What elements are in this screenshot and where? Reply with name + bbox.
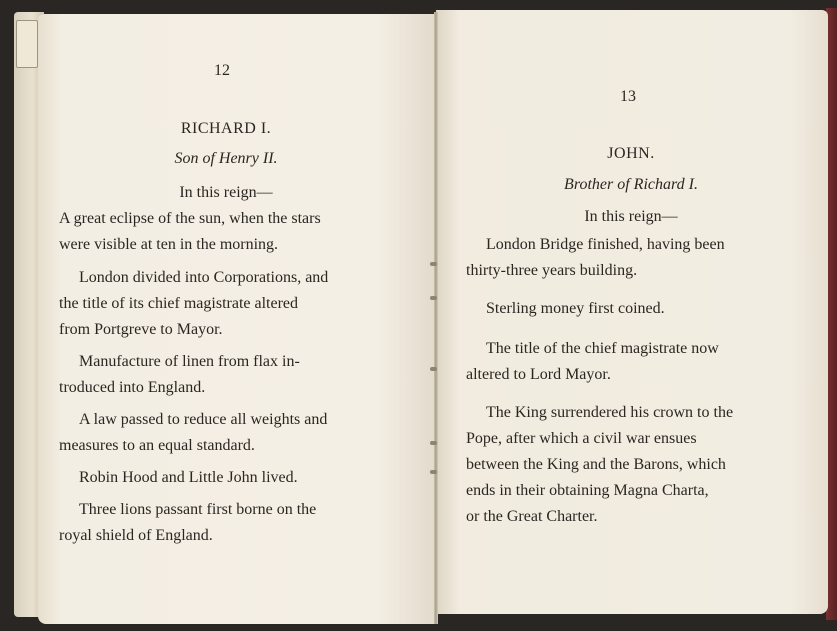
binding-stitch	[430, 441, 437, 445]
left-page-subtitle: Son of Henry II.	[174, 150, 278, 167]
left-page-title: RICHARD I.	[180, 120, 272, 137]
binding-stitch	[430, 262, 437, 266]
right-page-line: London Bridge finished, having been	[486, 236, 725, 253]
left-page-line: were visible at ten in the morning.	[59, 236, 279, 253]
left-page-line: Three lions passant first borne on the	[79, 501, 317, 518]
right-page-line: The title of the chief magistrate now	[486, 340, 719, 357]
left-page-line: from Portgreve to Mayor.	[59, 321, 223, 338]
left-page-line: A law passed to reduce all weights and	[79, 411, 328, 428]
left-page-line: the title of its chief magistrate altered	[59, 295, 299, 312]
right-page-line: ends in their obtaining Magna Charta,	[466, 482, 709, 499]
left-page-number: 12	[214, 62, 230, 79]
right-page-line: or the Great Charter.	[466, 508, 598, 525]
binding-stitch	[430, 470, 437, 474]
left-page-line: measures to an equal standard.	[59, 437, 255, 454]
right-page-title: JOHN.	[607, 145, 655, 162]
library-label-tab	[16, 20, 38, 68]
right-page-subtitle: Brother of Richard I.	[564, 176, 698, 193]
right-page-intro: In this reign—	[584, 208, 678, 225]
left-page-line: troduced into England.	[59, 379, 206, 396]
right-page-line: between the King and the Barons, which	[466, 456, 726, 473]
left-page-line: Robin Hood and Little John lived.	[79, 469, 298, 486]
left-page-intro: In this reign—	[179, 184, 273, 201]
right-page-number: 13	[620, 88, 636, 105]
right-page-line: altered to Lord Mayor.	[466, 366, 611, 383]
right-page-line: thirty-three years building.	[466, 262, 638, 279]
left-page-line: Manufacture of linen from flax in-	[79, 353, 300, 370]
binding-stitch	[430, 367, 437, 371]
right-page-line: The King surrendered his crown to the	[486, 404, 734, 421]
binding-stitch	[430, 296, 437, 300]
left-page-line: royal shield of England.	[59, 527, 213, 544]
left-page-line: London divided into Corporations, and	[79, 269, 329, 286]
right-page-line: Sterling money first coined.	[486, 300, 665, 317]
right-page-line: Pope, after which a civil war ensues	[466, 430, 697, 447]
left-page-line: A great eclipse of the sun, when the stars	[59, 210, 321, 227]
